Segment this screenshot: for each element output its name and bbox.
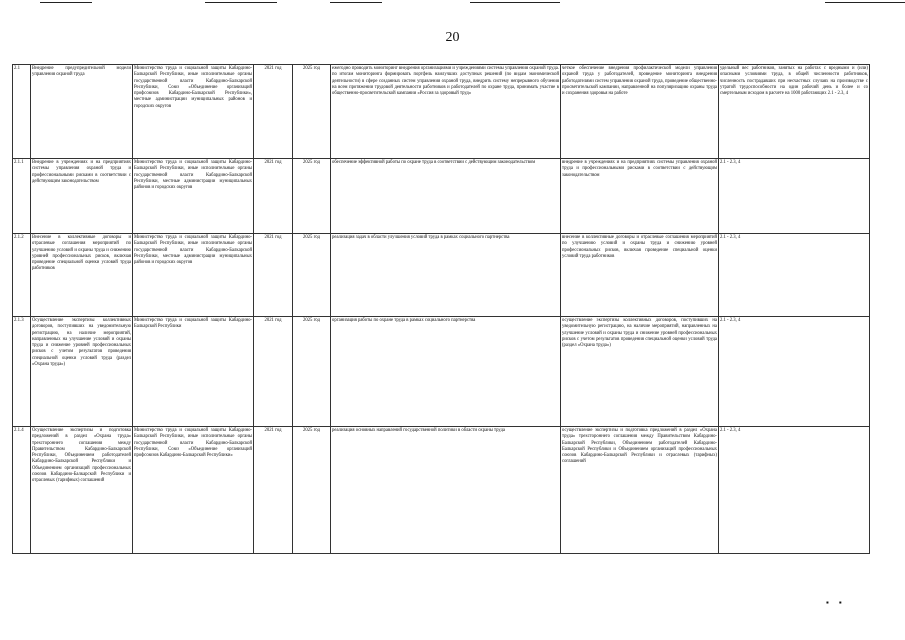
result-cell: реализация основных направлений государственной политики в области охраны труда — [331, 427, 561, 554]
row-number: 2.1.2 — [13, 234, 31, 317]
end-year-cell: 2025 год — [293, 427, 331, 554]
start-year-cell: 2021 год — [254, 234, 293, 317]
end-year-cell: 2025 год — [293, 65, 331, 159]
result-cell: реализация задач в области улучшения условий труда в рамках социального партнерства — [331, 234, 561, 317]
start-year-cell: 2021 год — [254, 65, 293, 159]
row-number: 2.1.1 — [13, 159, 31, 234]
result-cell: ежегодно проводить мониторинг внедрения организациями и учреждениями системы управления охраной труда. по итогам мониторинга формировать портфель наилучших доступных решений (по видам экономической деятельности) в сфере созданных систем управления охраной труда, внедрить систему непрерывного обучения на всем протяжении трудовой деятельности работников и работодателей по охране труда, принимать участие в общественно-просветительской кампании «Россия за здоровый труд» — [331, 65, 561, 159]
top-rule-2 — [205, 2, 277, 3]
connection-cell: осуществление экспертизы коллективных договоров, поступивших на уведомительную регистрацию, на наличие мероприятий, направленных на улучшение условий и охраны труда и снижение уровней профессиональных рисков с учетом результатов проведения специальной оценки условий труда (раздел «Охрана труда») — [561, 317, 719, 427]
table-row — [13, 65, 870, 159]
executors-cell: Министерство труда и социальной защиты Кабардино-Балкарской Республики, иные исполнительные органы государственной власти Кабардино-Балкарской Республики, Союз «Объединение организаций профсоюзов Кабардино-Балкарской Республики» — [133, 427, 254, 554]
end-year-cell: 2025 год — [293, 317, 331, 427]
measure-cell: Внесение в коллективные договоры и отраслевые соглашения мероприятий по улучшению условий и охраны труда и снижению уровней профессиональных рисков, включая проведение специальной оценки условий труда работников — [31, 234, 133, 317]
top-rule-4 — [470, 2, 560, 3]
result-cell: организация работы по охране труда в рамках социального партнерства — [331, 317, 561, 427]
connection-cell: внесение в коллективные договоры и отраслевые соглашения мероприятий по улучшению условий и охраны труда и снижению уровней профессиональных рисков, включая проведение специальной оценки условий труда работников — [561, 234, 719, 317]
scan-marks: ▪ ▪ — [826, 598, 846, 607]
row-number: 2.1 — [13, 65, 31, 159]
measure-cell: Осуществление экспертизы коллективных договоров, поступивших на уведомительную регистрацию, на наличие мероприятий, направленных на улучшение условий и охраны труда и снижение уровней профессиональных рисков с учетом результатов проведения специальной оценки условий труда (раздел «Охрана труда») — [31, 317, 133, 427]
executors-cell: Министерство труда и социальной защиты Кабардино-Балкарской Республики, иные исполнительные органы государственной власти Кабардино-Балкарской Республики, Союз «Объединение организаций профсоюзов Кабардино-Балкарской Республики», местные администрации муниципальных районов и городских округов — [133, 65, 254, 159]
table-row — [13, 159, 870, 234]
measure-cell: Внедрение в учреждениях и на предприятиях системы управления охраной труда и профессиональными рисками в соответствии с действующим законодательством — [31, 159, 133, 234]
connection-cell: внедрение в учреждениях и на предприятиях системы управления охраной труда и профессиональными рисками в соответствии с действующим законодательством — [561, 159, 719, 234]
top-rule-5 — [825, 2, 905, 3]
connection-cell: четкое обеспечение внедрения профилактической модели управления охраной труда у работодателей, проведение мониторинга внедрения работодателями систем управления охраной труда, проведение общественно-просветительской кампании, направленной на популяризацию охраны труда и сохранения здоровья на работе — [561, 65, 719, 159]
measures-table — [12, 64, 870, 554]
end-year-cell: 2025 год — [293, 234, 331, 317]
end-year-cell: 2025 год — [293, 159, 331, 234]
executors-cell: Министерство труда и социальной защиты Кабардино-Балкарской Республики, иные исполнительные органы государственной власти Кабардино-Балкарской Республики, местные администрации муниципальных районов и городских округов — [133, 234, 254, 317]
executors-cell: Министерство труда и социальной защиты Кабардино-Балкарской Республики, иные исполнительные органы государственной власти Кабардино-Балкарской Республики, местные администрации муниципальных районов и городских округов — [133, 159, 254, 234]
executors-cell: Министерство труда и социальной защиты Кабардино-Балкарской Республики — [133, 317, 254, 427]
table-row — [13, 427, 870, 554]
table-row — [13, 234, 870, 317]
indicators-cell: 2.1 - 2.3, 4 — [719, 234, 870, 317]
page-number: 20 — [445, 30, 460, 45]
connection-cell: осуществление экспертизы и подготовка предложений в раздел «Охрана труда» трехстороннего соглашения между Правительством Кабардино-Балкарской Республики, Объединением работодателей Кабардино-Балкарской Республики и Объединением организаций профессиональных союзов Кабардино-Балкарской Республики и отраслевых (тарифных) соглашений — [561, 427, 719, 554]
row-number: 2.1.4 — [13, 427, 31, 554]
result-cell: обеспечение эффективной работы по охране труда в соответствии с действующим законодательством — [331, 159, 561, 234]
top-rule-1 — [40, 2, 92, 3]
indicators-cell: 2.1 - 2.3, 4 — [719, 317, 870, 427]
indicators-cell: 2.1 - 2.3, 4 — [719, 159, 870, 234]
top-rule-3 — [330, 2, 382, 3]
start-year-cell: 2021 год — [254, 427, 293, 554]
start-year-cell: 2021 год — [254, 317, 293, 427]
measure-cell: Внедрение предупредительной модели управления охраной труда — [31, 65, 133, 159]
table-row — [13, 317, 870, 427]
indicators-cell: удельный вес работников, занятых на работах с вредными и (или) опасными условиями труда, в общей численности работников, численность пострадавших при несчастных случаях на производстве с утратой трудоспособности на один рабочий день и более и со смертельным исходом в расчете на 1000 работающих 2.1 - 2.3, 4 — [719, 65, 870, 159]
row-number: 2.1.3 — [13, 317, 31, 427]
indicators-cell: 2.1 - 2.3, 4 — [719, 427, 870, 554]
start-year-cell: 2021 год — [254, 159, 293, 234]
measure-cell: Осуществление экспертизы и подготовка предложений в раздел «Охрана труда» трехстороннего соглашения между Правительством Кабардино-Балкарской Республики, Объединением работодателей Кабардино-Балкарской Республики и Объединением организаций профессиональных союзов Кабардино-Балкарской Республики и отраслевых (тарифных) соглашений — [31, 427, 133, 554]
